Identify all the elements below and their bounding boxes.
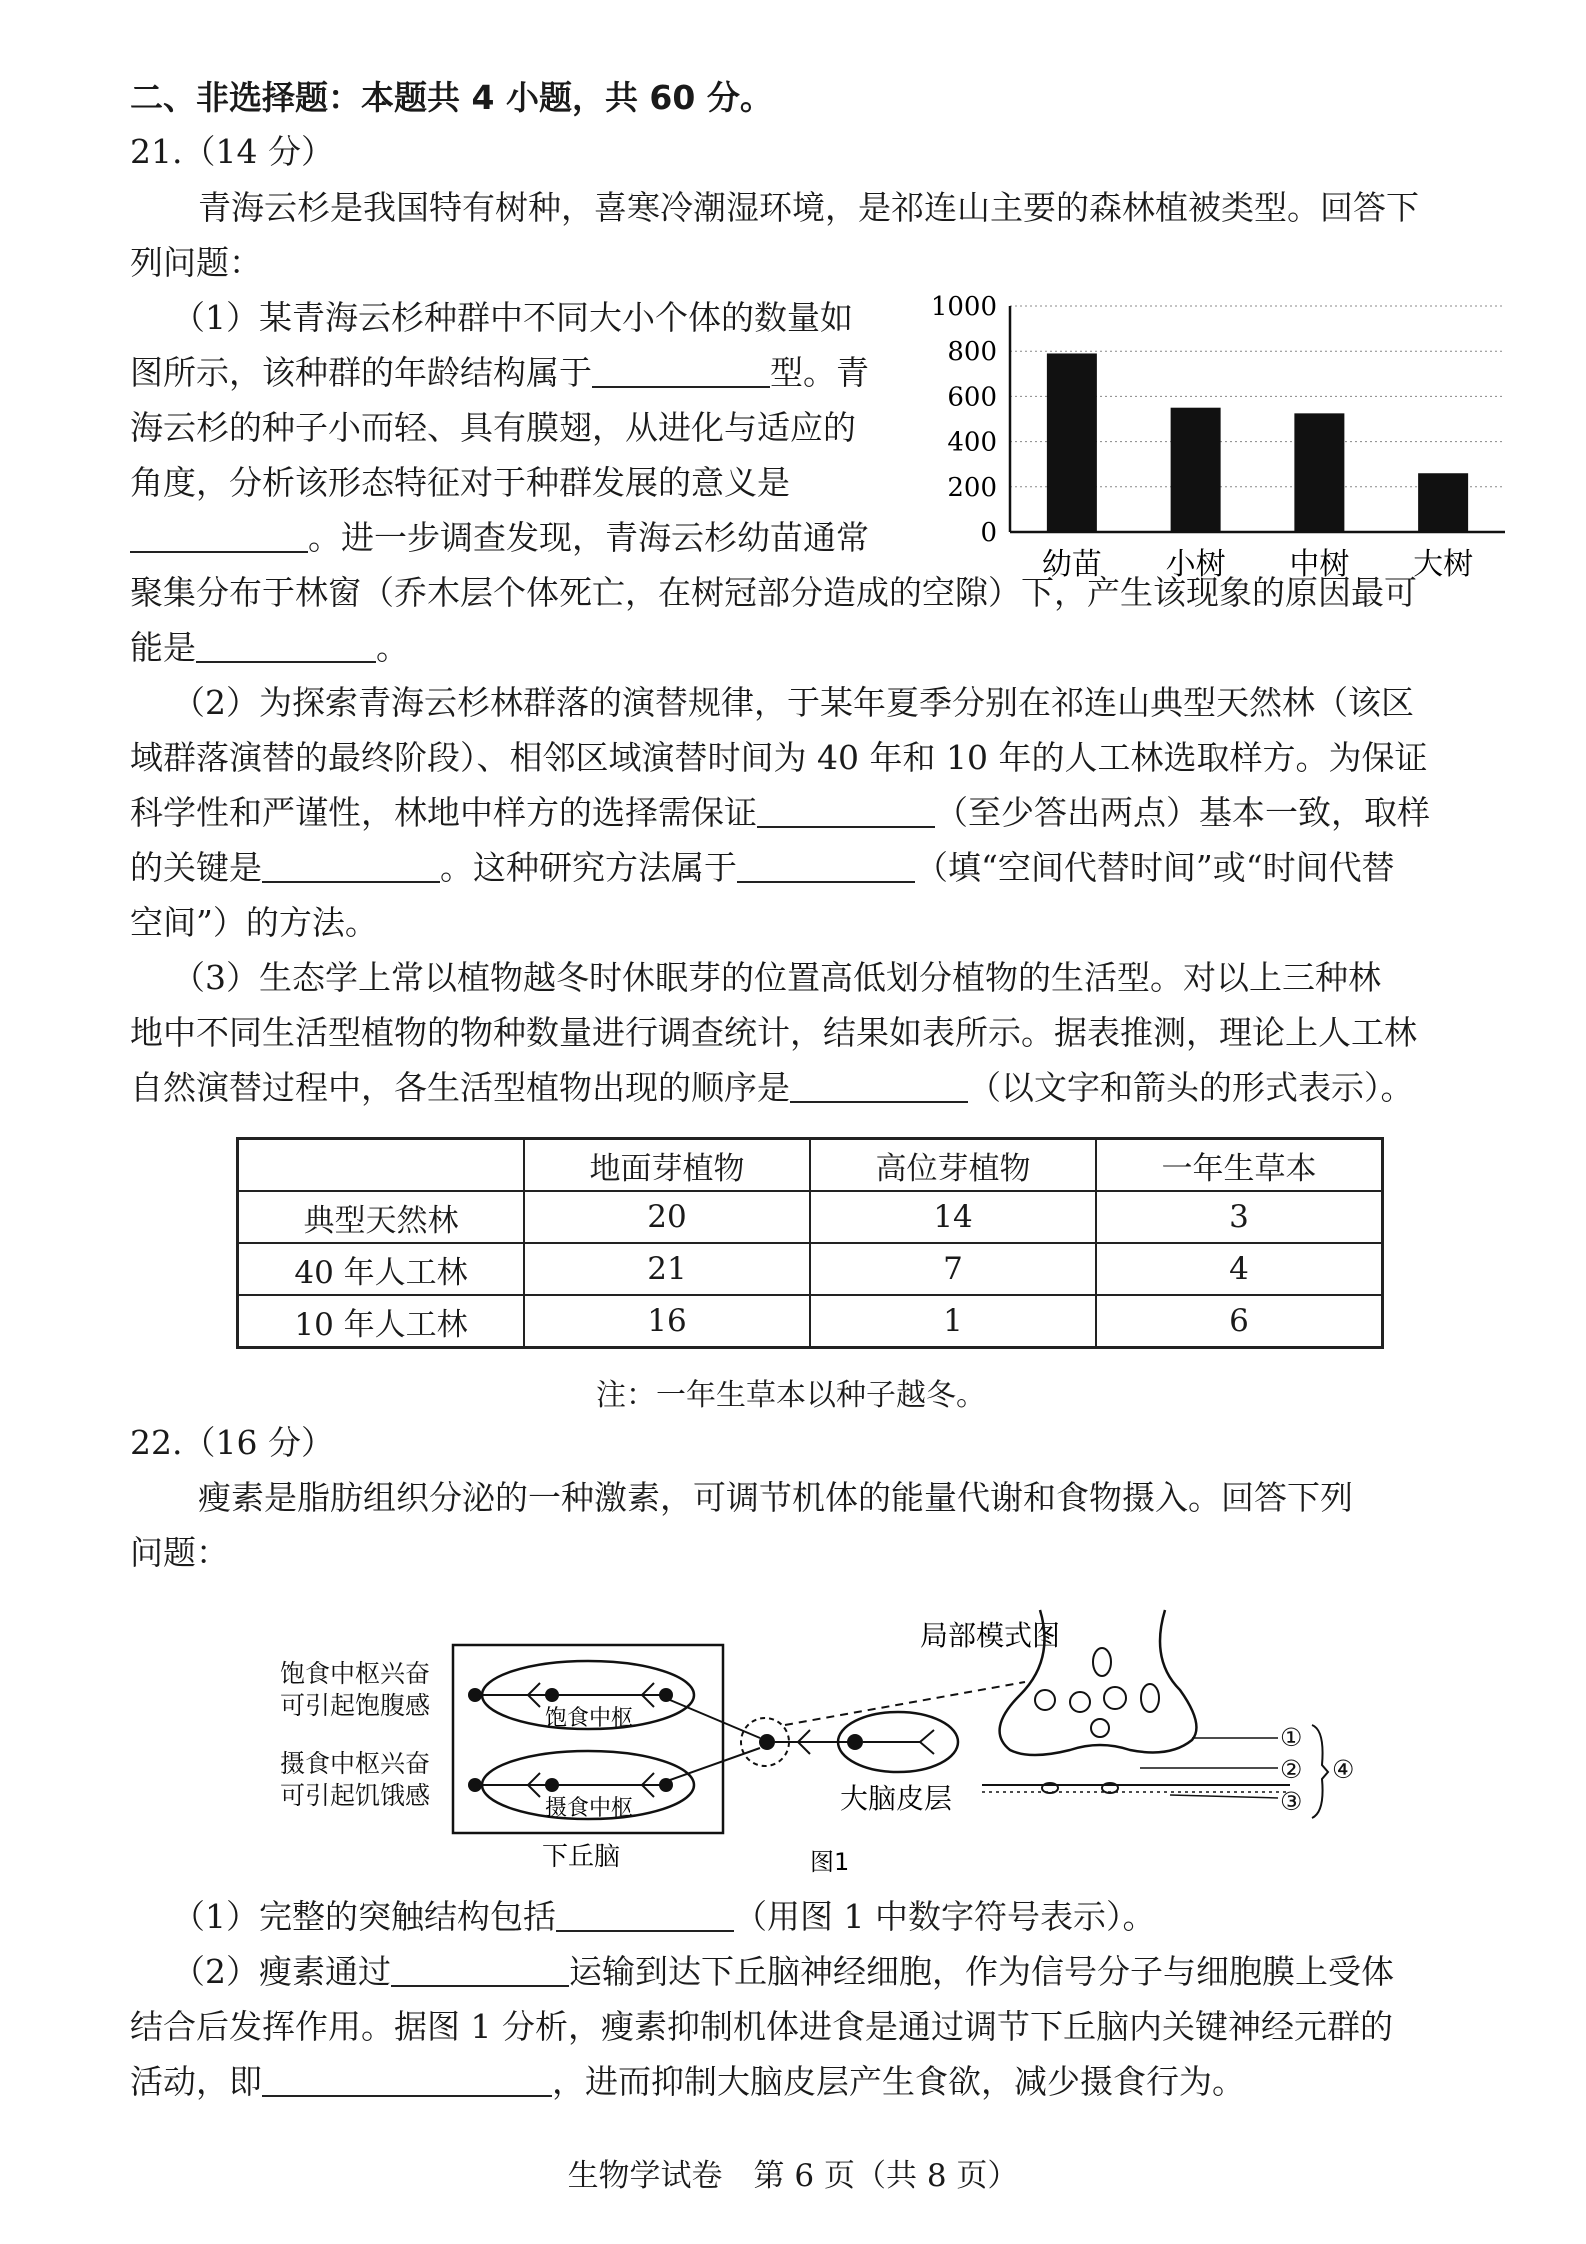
table-cell: 1 [810, 1295, 1096, 1348]
answer-blank-synapse-structure[interactable] [556, 1900, 734, 1932]
table-row [238, 1191, 1383, 1243]
table-header-cell: 一年生草本 [1096, 1139, 1382, 1192]
chart-y-tick-label: 600 [947, 382, 997, 413]
label-satiety-line2: 可引起饱腹感 [280, 1691, 431, 1720]
table-cell: 21 [524, 1243, 810, 1295]
chart-y-tick-label: 800 [947, 337, 997, 368]
synaptic-vesicle [1091, 1719, 1109, 1737]
chart-x-tick-label: 大树 [1413, 547, 1474, 582]
chart-y-tick-label: 200 [947, 472, 997, 503]
q21-intro-line2: 列问题： [130, 243, 262, 282]
feeding-neuron-body-left [468, 1778, 482, 1792]
q21-p1-line2 [130, 353, 869, 393]
brace-4 [1312, 1725, 1328, 1818]
satiety-neuron-body-mid [545, 1688, 559, 1702]
q21-p2-line4 [130, 848, 1395, 888]
q22-header: 22.（16 分） [130, 1423, 334, 1462]
q21-p2-line3-text-a: 科学性和严谨性，林地中样方的选择需保证 [130, 793, 757, 832]
q22-p2-line3-text-b: ，进而抑制大脑皮层产生食欲，减少摄食行为。 [552, 2062, 1245, 2101]
cortex-label: 大脑皮层 [840, 1782, 953, 1815]
page-footer: 生物学试卷 第 6 页（共 8 页） [567, 2158, 1019, 2194]
table-note: 注：一年生草本以种子越冬。 [596, 1378, 986, 1413]
q21-p3-line2: 地中不同生活型植物的物种数量进行调查统计，结果如表所示。据表推测，理论上人工林 [130, 1013, 1417, 1052]
figure-1-neural-diagram [270, 1590, 1370, 1880]
answer-blank-seed-significance[interactable] [130, 521, 308, 553]
table-header-cell: 地面芽植物 [524, 1139, 810, 1192]
cortex-inner-dendrite [920, 1730, 934, 1754]
mitochondrion [1093, 1648, 1111, 1676]
answer-blank-transport[interactable] [391, 1955, 569, 1987]
hypothalamus-label: 下丘脑 [542, 1842, 621, 1872]
feeding-neuron-body-mid [545, 1778, 559, 1792]
q22-p2-line1 [172, 1952, 1394, 1992]
label-satiety-line1: 饱食中枢兴奋 [280, 1659, 431, 1688]
chart-y-tick-label: 1000 [930, 292, 997, 322]
chart-bar [1171, 408, 1221, 532]
q22-p2-line1-text-a: （2）瘦素通过 [172, 1952, 391, 1991]
satiety-neuron-body-left [468, 1688, 482, 1702]
synaptic-vesicle [1035, 1690, 1055, 1710]
q22-p1-text-b: （用图 1 中数字符号表示）。 [734, 1897, 1156, 1936]
satiety-center-label: 饱食中枢 [545, 1706, 634, 1731]
table-cell: 4 [1096, 1243, 1382, 1295]
q21-p1-line1: （1）某青海云杉种群中不同大小个体的数量如 [172, 298, 853, 337]
chart-y-tick-labels [931, 292, 997, 548]
table-header-cell [238, 1139, 525, 1192]
zoom-connector-top [785, 1682, 1025, 1725]
cortex-inner-neuron [847, 1734, 863, 1750]
chart-bars [1047, 353, 1468, 532]
feeding-center-label: 摄食中枢 [545, 1796, 634, 1821]
table-cell: 20 [524, 1191, 810, 1243]
q22-p2-line1-text-b: 运输到达下丘脑神经细胞，作为信号分子与细胞膜上受体 [569, 1952, 1394, 1991]
marker-3: ③ [1280, 1787, 1303, 1816]
answer-blank-plot-conditions[interactable] [757, 796, 935, 828]
table-row [238, 1243, 1383, 1295]
marker-4: ④ [1332, 1755, 1355, 1784]
synaptic-vesicle [1070, 1692, 1090, 1712]
q21-p1-line2-text-b: 型。青 [770, 353, 869, 392]
table-cell: 6 [1096, 1295, 1382, 1348]
marker-2: ② [1280, 1755, 1303, 1784]
synaptic-vesicle [1104, 1687, 1126, 1709]
table-cell: 10 年人工林 [238, 1295, 525, 1348]
table-row [238, 1295, 1383, 1348]
q22-intro-line1: 瘦素是脂肪组织分泌的一种激素，可调节机体的能量代谢和食物摄入。回答下列 [198, 1478, 1353, 1517]
q21-p1-line7-text-a: 能是 [130, 628, 196, 667]
table-header-row [238, 1139, 1383, 1192]
pointer-3 [1170, 1795, 1278, 1798]
label-feeding-line1: 摄食中枢兴奋 [280, 1749, 431, 1778]
q22-intro-line2: 问题： [130, 1533, 229, 1572]
table-header-cell: 高位芽植物 [810, 1139, 1096, 1192]
q21-p2-line4-text-b: 。这种研究方法属于 [440, 848, 737, 887]
satiety-to-cortex-line [670, 1700, 760, 1738]
answer-blank-method-type[interactable] [737, 851, 915, 883]
q21-p3-line1: （3）生态学上常以植物越冬时休眠芽的位置高低划分植物的生活型。对以上三种林 [172, 958, 1381, 997]
table-cell: 3 [1096, 1191, 1382, 1243]
q21-header: 21.（14 分） [130, 132, 334, 171]
q21-p1-line5-text: 。进一步调查发现，青海云杉幼苗通常 [308, 518, 869, 557]
chart-y-tick-label: 0 [980, 518, 997, 548]
section-title: 二、非选择题：本题共 4 小题，共 60 分。 [130, 78, 773, 117]
answer-blank-succession-order[interactable] [790, 1071, 968, 1103]
q21-p3-line3-text-b: （以文字和箭头的形式表示）。 [968, 1068, 1414, 1107]
answer-blank-neuron-activity[interactable] [262, 2065, 552, 2097]
q22-p2-line2: 结合后发挥作用。据图 1 分析，瘦素抑制机体进食是通过调节下丘脑内关键神经元群的 [130, 2007, 1393, 2046]
q21-p1-line2-text-a: 图所示，该种群的年龄结构属于 [130, 353, 592, 392]
q21-p2-line4-text-a: 的关键是 [130, 848, 262, 887]
q21-p3-line3-text-a: 自然演替过程中，各生活型植物出现的顺序是 [130, 1068, 790, 1107]
table-cell: 40 年人工林 [238, 1243, 525, 1295]
q21-p1-line3: 海云杉的种子小而轻、具有膜翅，从进化与适应的 [130, 408, 856, 447]
q21-intro-line1: 青海云杉是我国特有树种，喜寒冷潮湿环境，是祁连山主要的森林植被类型。回答下 [198, 188, 1419, 227]
figure-caption: 图1 [810, 1848, 850, 1876]
answer-blank-sampling-key[interactable] [262, 851, 440, 883]
q21-p2-line3-text-b: （至少答出两点）基本一致，取样 [935, 793, 1430, 832]
q21-p1-line5 [130, 518, 869, 558]
chart-y-tick-label: 400 [947, 427, 997, 458]
chart-x-tick-label: 幼苗 [1041, 547, 1102, 582]
mitochondrion [1141, 1684, 1159, 1712]
chart-bar [1047, 353, 1097, 532]
q21-p2-line5: 空间”）的方法。 [130, 903, 378, 942]
q22-p1-text-a: （1）完整的突触结构包括 [172, 1897, 556, 1936]
q21-p2-line3 [130, 793, 1430, 833]
marker-1: ① [1280, 1723, 1303, 1752]
label-feeding-line2: 可引起饥饿感 [280, 1781, 431, 1810]
chart-bar [1294, 413, 1344, 532]
q21-p2-line4-text-c: （填“空间代替时间”或“时间代替 [915, 848, 1395, 887]
q22-p2-line3-text-a: 活动，即 [130, 2062, 262, 2101]
local-model-title: 局部模式图 [920, 1619, 1061, 1652]
table-cell: 典型天然林 [238, 1191, 525, 1243]
q22-p1-line [172, 1897, 1155, 1937]
chart-bar [1418, 473, 1468, 532]
q21-p3-line3 [130, 1068, 1414, 1108]
feeding-to-cortex-line [670, 1748, 760, 1780]
life-form-table [236, 1137, 1384, 1349]
q21-p2-line2: 域群落演替的最终阶段）、相邻区域演替时间为 40 年和 10 年的人工林选取样方。为保证 [130, 738, 1428, 777]
answer-blank-aggregation-reason[interactable] [196, 631, 376, 663]
q22-p2-line3 [130, 2062, 1245, 2102]
table-cell: 16 [524, 1295, 810, 1348]
q21-p1-line4: 角度，分析该形态特征对于种群发展的意义是 [130, 463, 790, 502]
table-cell: 7 [810, 1243, 1096, 1295]
answer-blank-age-structure[interactable] [592, 356, 770, 388]
cortex-neuron-body [759, 1734, 775, 1750]
q21-p1-line7-text-b: 。 [376, 628, 409, 667]
chart-x-tick-label: 小树 [1165, 547, 1226, 582]
chart-x-tick-label: 中树 [1289, 547, 1350, 582]
q21-p2-line1: （2）为探索青海云杉林群落的演替规律，于某年夏季分别在祁连山典型天然林（该区 [172, 683, 1414, 722]
q21-p1-line6: 聚集分布于林窗（乔木层个体死亡，在树冠部分造成的空隙）下，产生该现象的原因最可 [130, 573, 1417, 612]
q21-p1-line7 [130, 628, 409, 668]
seedling-bar-chart [925, 292, 1510, 582]
table-cell: 14 [810, 1191, 1096, 1243]
